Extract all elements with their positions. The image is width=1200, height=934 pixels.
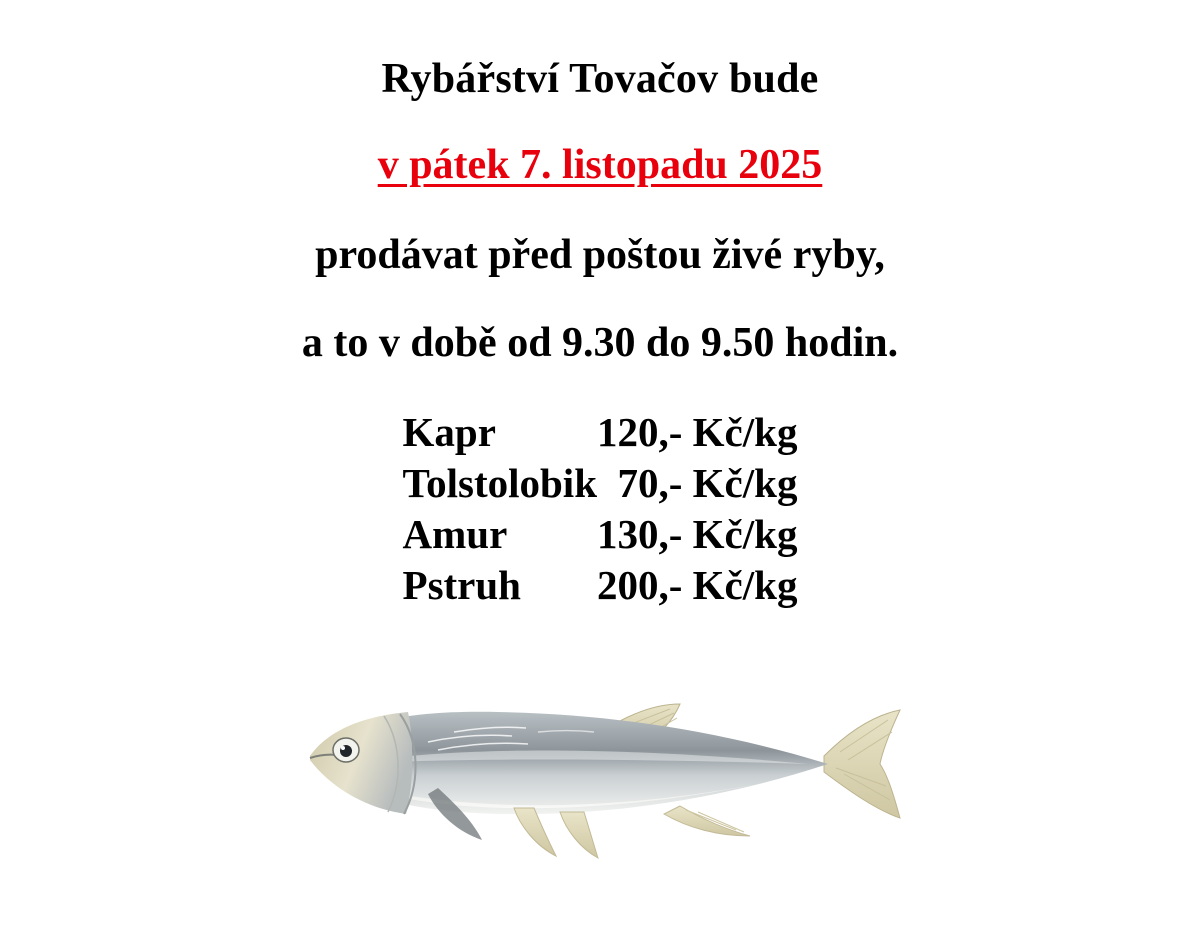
table-row [403, 459, 798, 510]
species-price: 200,- Kč/kg [597, 562, 798, 608]
price-list [0, 408, 1200, 612]
species-name: Amur [402, 511, 508, 557]
table-row [403, 561, 798, 612]
species-name: Tolstolobik [402, 460, 598, 506]
table-row [403, 408, 798, 459]
fish-illustration [288, 660, 908, 890]
price-table [403, 408, 798, 612]
table-row [403, 510, 798, 561]
species-price: 70,- Kč/kg [617, 460, 798, 506]
headline-line-3: prodávat před poštou živé ryby, [315, 232, 885, 278]
headline-block [0, 0, 1200, 364]
species-name: Kapr [402, 409, 496, 455]
headline-line-1: Rybářství Tovačov bude [381, 56, 819, 102]
headline-line-4-time: a to v době od 9.30 do 9.50 hodin. [301, 320, 899, 366]
headline-line-2-date: v pátek 7. listopadu 2025 [377, 142, 823, 188]
species-price: 120,- Kč/kg [597, 409, 798, 455]
species-name: Pstruh [402, 562, 521, 608]
fish-icon [288, 660, 908, 890]
species-price: 130,- Kč/kg [597, 511, 798, 557]
